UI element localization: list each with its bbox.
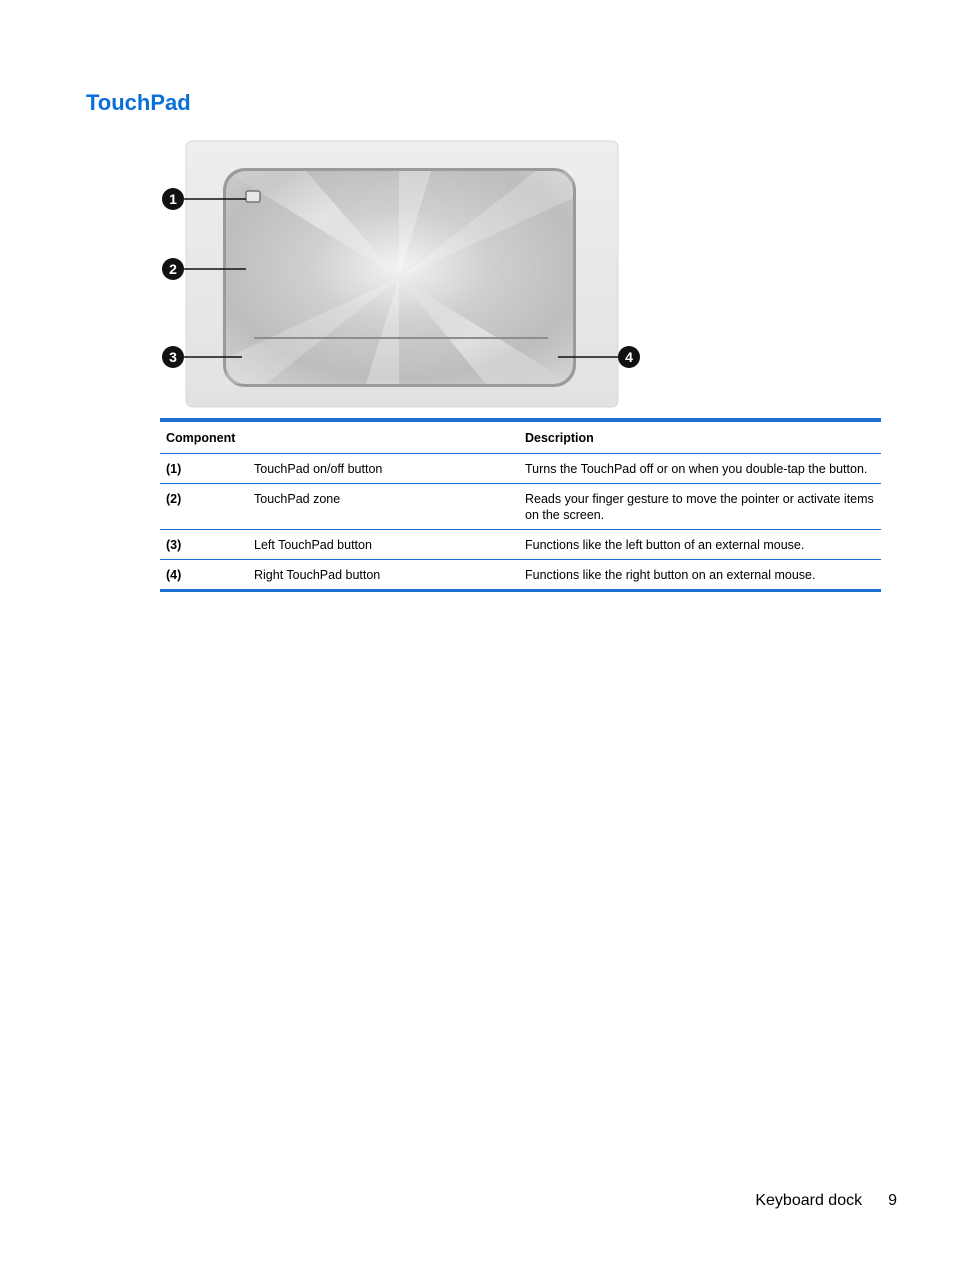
table-header-row	[160, 420, 881, 454]
component-name: TouchPad zone	[248, 484, 519, 530]
table-row	[160, 560, 881, 591]
table-row	[160, 454, 881, 484]
svg-text:4: 4	[625, 349, 633, 365]
column-header-component: Component	[160, 420, 519, 454]
footer-section-name: Keyboard dock	[755, 1192, 863, 1209]
callout-2	[162, 258, 184, 280]
callout-1	[162, 188, 184, 210]
component-number: (4)	[166, 568, 182, 582]
page-number: 9	[888, 1192, 897, 1209]
component-name: Left TouchPad button	[248, 530, 519, 560]
table-row	[160, 484, 881, 530]
component-description: Functions like the left button of an external mouse.	[519, 530, 881, 560]
page-title: TouchPad	[86, 90, 191, 115]
component-description: Functions like the right button on an external mouse.	[525, 568, 816, 582]
component-name: Right TouchPad button	[254, 568, 381, 582]
component-description: Turns the TouchPad off or on when you double-tap the button.	[519, 454, 881, 484]
component-table	[160, 418, 881, 592]
svg-text:2: 2	[169, 261, 177, 277]
callout-3	[162, 346, 184, 368]
component-name: TouchPad on/off button	[248, 454, 519, 484]
table-row	[160, 530, 881, 560]
svg-text:1: 1	[169, 191, 177, 207]
component-number: (1)	[160, 454, 248, 484]
touchpad-illustration	[156, 138, 646, 410]
component-description: Reads your finger gesture to move the pointer or activate items on the screen.	[519, 484, 881, 530]
component-number: (2)	[160, 484, 248, 530]
component-number: (3)	[160, 530, 248, 560]
touchpad-on-off-button	[246, 191, 260, 202]
page-footer	[755, 1192, 897, 1210]
callout-4	[618, 346, 640, 368]
column-header-description: Description	[519, 420, 881, 454]
svg-text:3: 3	[169, 349, 177, 365]
